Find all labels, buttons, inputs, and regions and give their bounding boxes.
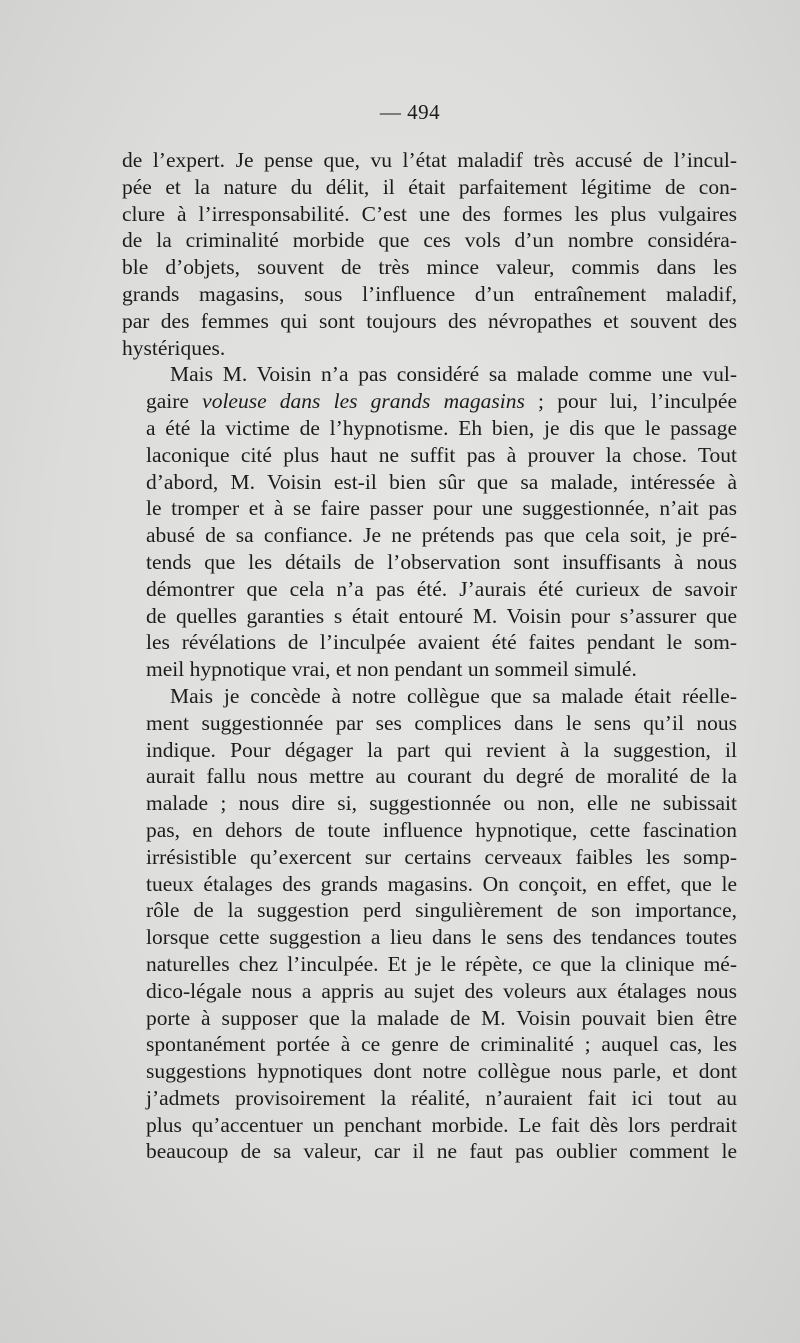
body-text xyxy=(122,147,737,1165)
text-line: ment suggestionnée par ses complices dans le sens qu’il nous xyxy=(146,710,737,735)
text-line: laconique cité plus haut ne suffit pas à prouver la chose. Tout xyxy=(146,442,737,467)
text-line: aurait fallu nous mettre au courant du degré de moralité de la xyxy=(146,764,737,789)
text-line: lorsque cette suggestion a lieu dans le sens des tendances toutes xyxy=(146,925,737,950)
text-line: rôle de la suggestion perd singulièrement de son importance, xyxy=(146,898,737,923)
text-line: indique. Pour dégager la part qui revient à la suggestion, il xyxy=(146,737,737,762)
text-line: démontrer que cela n’a pas été. J’aurais été curieux de savoir xyxy=(146,576,737,601)
italic-phrase: voleuse dans les grands magasins xyxy=(202,389,525,414)
text-line: dico-légale nous a appris au sujet des voleurs aux étalages nous xyxy=(146,978,737,1003)
text-line: pas, en dehors de toute influence hypnotique, cette fascination xyxy=(146,817,737,842)
text-line: hystériques. xyxy=(122,335,226,360)
text-line: naturelles chez l’inculpée. Et je le répète, ce que la clinique mé- xyxy=(146,951,737,976)
text-line: ble d’objets, souvent de très mince valeur, commis dans les xyxy=(122,255,737,280)
text-line: pée et la nature du délit, il était parfaitement légitime de con- xyxy=(122,174,737,199)
text-line: par des femmes qui sont toujours des névropathes et souvent des xyxy=(122,308,737,333)
text-line: beaucoup de sa valeur, car il ne faut pas oublier comment le xyxy=(146,1139,737,1164)
text-line: Mais M. Voisin n’a pas considéré sa malade comme une vul- xyxy=(170,362,737,387)
text-line: grands magasins, sous l’influence d’un entraînement maladif, xyxy=(122,281,737,306)
text-line: plus qu’accentuer un penchant morbide. Le fait dès lors perdrait xyxy=(146,1112,737,1137)
text-line: abusé de sa confiance. Je ne prétends pas que cela soit, je pré- xyxy=(146,523,737,548)
page-number: — 494 xyxy=(379,100,441,124)
text-line: porte à supposer que la malade de M. Voisin pouvait bien être xyxy=(146,1005,737,1030)
text-line: d’abord, M. Voisin est-il bien sûr que sa malade, intéressée à xyxy=(146,469,737,494)
text-line: suggestions hypnotiques dont notre collègue nous parle, et dont xyxy=(146,1059,737,1084)
text-line: a été la victime de l’hypnotisme. Eh bien, je dis que le passage xyxy=(146,415,737,440)
text-line: j’admets provisoirement la réalité, n’auraient fait ici tout au xyxy=(146,1085,737,1110)
paragraph-1 xyxy=(122,147,737,361)
text-line: de quelles garanties s était entouré M. Voisin pour s’assurer que xyxy=(146,603,737,628)
text-line: de la criminalité morbide que ces vols d’un nombre considéra- xyxy=(122,228,737,253)
text-line: tends que les détails de l’observation sont insuffisants à nous xyxy=(146,549,737,574)
paragraph-3 xyxy=(122,683,737,1165)
text-line: gaire voleuse dans les grands magasins ; pour lui, l’inculpée xyxy=(146,389,737,414)
text-line: tueux étalages des grands magasins. On conçoit, en effet, que le xyxy=(146,871,737,896)
text-line: irrésistible qu’exercent sur certains cerveaux faibles les somp- xyxy=(146,844,737,869)
text-line: meil hypnotique vrai, et non pendant un sommeil simulé. xyxy=(146,657,637,682)
text-line: les révélations de l’inculpée avaient été faites pendant le som- xyxy=(146,630,737,655)
text-line: malade ; nous dire si, suggestionnée ou non, elle ne subissait xyxy=(146,791,737,816)
text-line: le tromper et à se faire passer pour une suggestionnée, n’ait pas xyxy=(146,496,737,521)
text-line: spontanément portée à ce genre de criminalité ; auquel cas, les xyxy=(146,1032,737,1057)
text-line: Mais je concède à notre collègue que sa malade était réelle- xyxy=(170,683,737,708)
text-line: clure à l’irresponsabilité. C’est une des formes les plus vulgaires xyxy=(122,201,737,226)
paragraph-2 xyxy=(122,361,737,683)
text-line: de l’expert. Je pense que, vu l’état maladif très accusé de l’incul- xyxy=(122,148,737,172)
